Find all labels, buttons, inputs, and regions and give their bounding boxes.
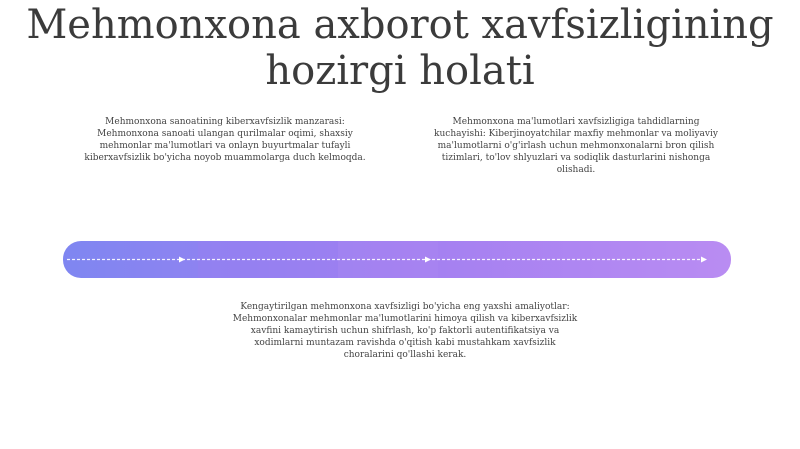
threats-text: Mehmonxona ma'lumotlari xavfsizligiga tahdidlarning kuchayishi: Kiberjinoyatchilar maxfiy mehmonlar va moliyaviy ma'lumotlarni o'g'irlash uchun mehmonxonalarni bron qilish tizimlari, to'lov shlyuzlari va sodiqlik dasturlarini nishonga olishadi. xyxy=(434,117,718,175)
timeline-graphic xyxy=(63,241,731,278)
page-title: Mehmonxona axborot xavfsizligining hozirgi holati xyxy=(26,2,774,94)
timeline-bar xyxy=(63,241,731,278)
landscape-text: Mehmonxona sanoatining kiberxavfsizlik manzarasi: Mehmonxona sanoati ulangan qurilmalar oqimi, shaxsiy mehmonlar ma'lumotlari va onlayn buyurtmalar tufayli kiberxavfsizlik bo'yicha noyob muammolarga duch kelmoqda. xyxy=(84,117,366,163)
practices-text: Kengaytirilgan mehmonxona xavfsizligi bo'yicha eng yaxshi amaliyotlar: Mehmonxonalar mehmonlar ma'lumotlarini himoya qilish va kiberxavfsizlik xavfini kamaytirish uchun shifrlash, ko'p faktorli autentifikatsiya va xodimlarni muntazam ravishda o'qitish kabi mustahkam xavfsizlik choralarini qo'llashi kerak. xyxy=(232,302,578,360)
